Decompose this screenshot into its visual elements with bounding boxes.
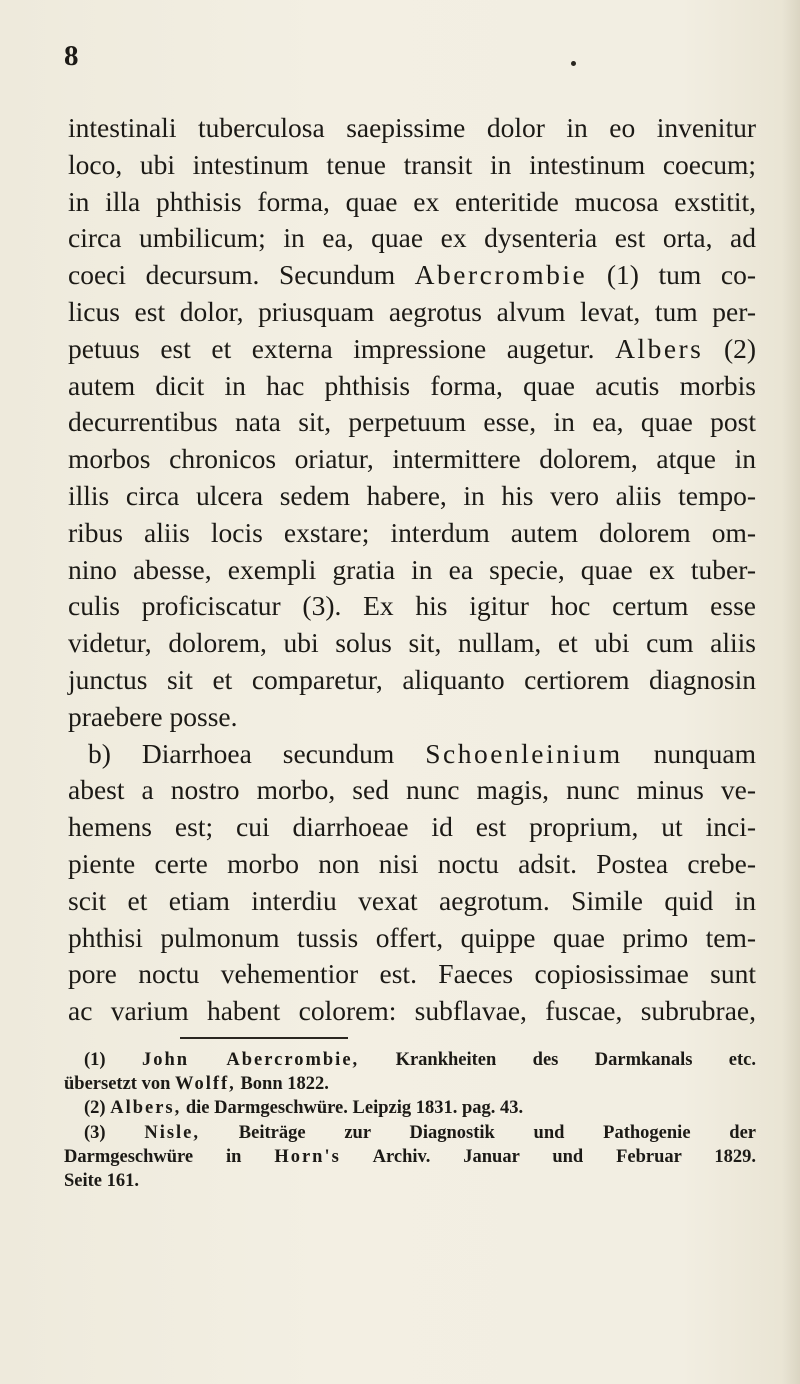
footnote-marker: (1)	[84, 1050, 106, 1070]
text-line: ribus aliis locis exstare; interdum autem dolorem om-	[68, 516, 756, 548]
footnote-author: John Abercrombie,	[141, 1050, 360, 1070]
text-line: abest a nostro morbo, sed nunc magis, nunc minus ve-	[68, 774, 756, 806]
main-text	[68, 110, 756, 1030]
text-fragment: nunquam	[653, 737, 756, 769]
text-line: praebere posse.	[68, 700, 238, 732]
text-fragment: (1) tum co-	[606, 259, 756, 291]
text-line	[68, 736, 756, 773]
text-line: piente certe morbo non nisi noctu adsit. Postea crebe-	[68, 847, 756, 879]
text-line: loco, ubi intestinum tenue transit in intestinum coecum;	[68, 148, 756, 180]
footnote-text: Beiträge zur Diagnostik und Pathogenie der	[238, 1122, 756, 1143]
footnote-journal-author: Horn's	[274, 1146, 341, 1167]
ink-speck	[571, 61, 576, 66]
page-number: 8	[64, 40, 80, 72]
footnote-2	[84, 1096, 756, 1120]
footnotes	[64, 1048, 757, 1193]
text-line: decurrentibus nata sit, perpetuum esse, in ea, quae post	[68, 406, 756, 438]
footnote-text: Archiv. Januar und Februar 1829.	[372, 1146, 757, 1167]
footnote-text: übersetzt von	[64, 1074, 171, 1095]
text-line: intestinali tuberculosa saepissime dolor in eo invenitur	[68, 112, 756, 143]
author-name-albers: Albers	[615, 332, 704, 364]
text-line: scit et etiam interdiu vexat aegrotum. Simile quid in	[68, 884, 756, 916]
text-line: nino abesse, exempli gratia in ea specie, quae ex tuber-	[68, 553, 756, 585]
author-name-abercrombie: Abercrombie	[414, 259, 588, 291]
footnote-1-cont	[64, 1072, 756, 1096]
text-line: autem dicit in hac phthisis forma, quae acutis morbis	[68, 369, 756, 401]
text-line: phthisi pulmonum tussis offert, quippe quae primo tem-	[68, 921, 756, 953]
text-line: licus est dolor, priusquam aegrotus alvum levat, tum per-	[68, 295, 756, 327]
page-edge-shadow	[782, 0, 800, 1384]
footnote-text: die Darmgeschwüre. Leipzig 1831. pag. 43.	[185, 1098, 524, 1119]
text-line: pore noctu vehementior est. Faeces copiosissimae sunt	[68, 958, 756, 990]
footnote-title: Krankheiten des Darmkanals etc.	[395, 1050, 757, 1070]
text-line: junctus sit et comparetur, aliquanto certiorem diagnosin	[68, 663, 756, 695]
footnote-3	[84, 1121, 756, 1145]
text-line: in illa phthisis forma, quae ex enteritide mucosa exstitit,	[68, 185, 756, 217]
text-line	[68, 257, 756, 294]
text-line: hemens est; cui diarrhoeae id est proprium, ut inci-	[68, 811, 756, 843]
text-fragment: coeci decursum. Secundum	[68, 259, 396, 291]
text-fragment: b) Diarrhoea secundum	[88, 737, 395, 769]
text-fragment: petuus est et externa impressione augetur.	[68, 332, 595, 364]
footnote-1	[84, 1048, 756, 1072]
text-line: culis proficiscatur (3). Ex his igitur hoc certum esse	[68, 590, 756, 622]
footnote-text: Darmgeschwüre in	[64, 1146, 242, 1167]
footnote-3-cont: Seite 161.	[64, 1170, 140, 1191]
footnote-translator: Wolff,	[174, 1074, 236, 1095]
footnote-3-cont	[64, 1145, 756, 1169]
text-line: circa umbilicum; in ea, quae ex dysenteria est orta, ad	[68, 222, 756, 254]
author-name-schoenlein: Schoenleinium	[425, 737, 623, 769]
footnote-separator	[180, 1037, 348, 1039]
footnote-author: Albers,	[110, 1098, 182, 1119]
text-line: ac varium habent colorem: subflavae, fuscae, subrubrae,	[68, 995, 756, 1027]
text-line: videtur, dolorem, ubi solus sit, nullam, et ubi cum aliis	[68, 627, 756, 659]
footnote-marker: (3)	[84, 1122, 106, 1143]
footnote-text: Bonn 1822.	[240, 1074, 329, 1095]
footnote-ref: (2)	[723, 332, 757, 364]
text-line: morbos chronicos oriatur, intermittere dolorem, atque in	[68, 443, 756, 475]
text-line: illis circa ulcera sedem habere, in his vero aliis tempo-	[68, 479, 756, 511]
footnote-author: Nisle,	[144, 1122, 201, 1143]
footnote-marker: (2)	[84, 1098, 106, 1119]
text-line	[68, 331, 756, 368]
